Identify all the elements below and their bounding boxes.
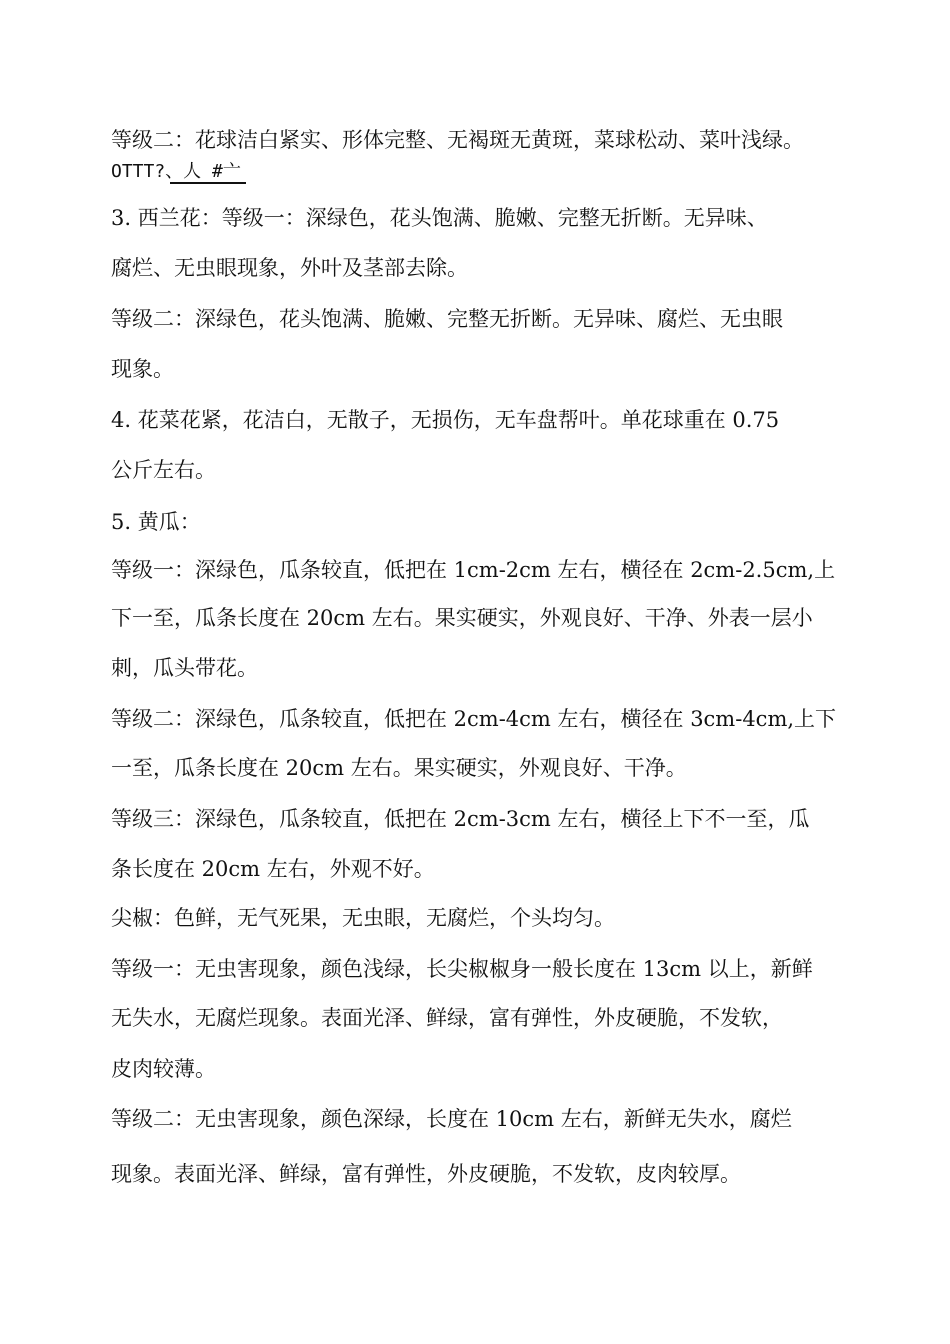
- section-heading: 5. 黄瓜：: [111, 510, 201, 534]
- paragraph-line: 等级三：深绿色，瓜条较直，低把在 2cm-3cm 左右，横径上下不一至，瓜: [111, 807, 810, 831]
- paragraph-line: 公斤左右。: [111, 458, 216, 482]
- paragraph-line: 等级二：花球洁白紧实、形体完整、无褐斑无黄斑，菜球松动、菜叶浅绿。: [111, 128, 804, 152]
- paragraph-line: 无失水，无腐烂现象。表面光泽、鲜绿，富有弹性，外皮硬脆，不发软，: [111, 1006, 783, 1030]
- ocr-artifact-text: OTTT?、人 #亠: [111, 161, 241, 182]
- paragraph-line: 等级一：深绿色，瓜条较直，低把在 1cm-2cm 左右，横径在 2cm-2.5cm,上: [111, 558, 836, 582]
- section-heading: 4. 花菜花紧，花洁白，无散子，无损伤，无车盘帮叶。单花球重在 0.75: [111, 408, 780, 432]
- paragraph-line: 现象。表面光泽、鲜绿，富有弹性，外皮硬脆，不发软，皮肉较厚。: [111, 1162, 741, 1186]
- paragraph-line: 等级二：深绿色，花头饱满、脆嫩、完整无折断。无异味、腐烂、无虫眼: [111, 307, 783, 331]
- section-heading: 尖椒：色鲜，无气死果，无虫眼，无腐烂，个头均匀。: [111, 906, 615, 930]
- paragraph-line: 下一至，瓜条长度在 20cm 左右。果实硬实，外观良好、干净、外表一层小: [111, 606, 813, 630]
- paragraph-line: 皮肉较薄。: [111, 1057, 216, 1081]
- underline-mark: [170, 182, 246, 184]
- paragraph-line: 等级二：无虫害现象，颜色深绿，长度在 10cm 左右，新鲜无失水，腐烂: [111, 1107, 792, 1131]
- paragraph-line: 条长度在 20cm 左右，外观不好。: [111, 857, 435, 881]
- paragraph-line: 刺，瓜头带花。: [111, 656, 258, 680]
- paragraph-line: 现象。: [111, 357, 174, 381]
- paragraph-line: 一至，瓜条长度在 20cm 左右。果实硬实，外观良好、干净。: [111, 756, 687, 780]
- paragraph-line: 等级一：无虫害现象，颜色浅绿，长尖椒椒身一般长度在 13cm 以上，新鲜: [111, 957, 813, 981]
- paragraph-line: 腐烂、无虫眼现象，外叶及茎部去除。: [111, 256, 468, 280]
- paragraph-line: 等级二：深绿色，瓜条较直，低把在 2cm-4cm 左右，横径在 3cm-4cm,上下: [111, 707, 837, 731]
- section-heading: 3. 西兰花：等级一：深绿色，花头饱满、脆嫩、完整无折断。无异味、: [111, 206, 768, 230]
